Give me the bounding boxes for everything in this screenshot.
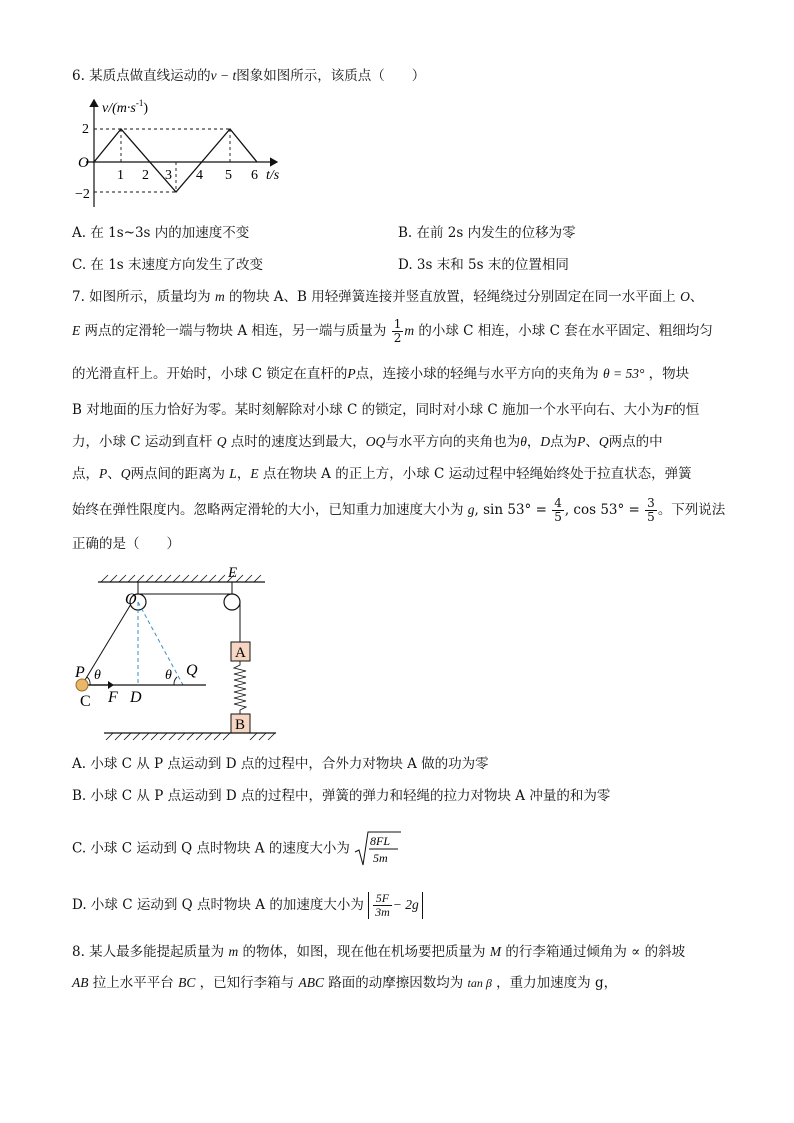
svg-text:θ: θ (165, 668, 172, 683)
q6-option-a: A. 在 1s~3s 内的加速度不变 (72, 225, 250, 241)
q7-option-b: B. 小球 C 从 P 点运动到 D 点的过程中，弹簧的弹力和轻绳的拉力对物块 A 冲量的和为零 (72, 788, 611, 804)
svg-text:8FL: 8FL (370, 834, 391, 848)
x-tick-3: 3 (165, 168, 172, 183)
q7-figure (68, 560, 288, 740)
q6-option-c: C. 在 1s 末速度方向发生了改变 (72, 257, 264, 273)
rope-to-ball (82, 604, 131, 685)
x-tick-5: 5 (225, 168, 232, 183)
x-tick-6: 6 (251, 168, 258, 183)
q7-option-c: C. 小球 C 运动到 Q 点时物块 A 的速度大小为 8FL 5m (72, 830, 402, 868)
svg-text:D: D (130, 689, 142, 706)
svg-text:E: E (228, 565, 238, 581)
x-axis-label: t/s (266, 168, 280, 183)
svg-text:B: B (235, 717, 246, 733)
q7-line-7: 始终在弹性限度内。忽略两定滑轮的大小，已知重力加速度大小为 g, sin 53° = $\frac{4}{5}$ , cos 53° = $\frac{3}{5}$ 。下列说法 (72, 496, 726, 524)
q7-line-8: 正确的是（ ） (72, 536, 180, 552)
abs-expression: $\frac{5F}{3m}$ − 2g (368, 892, 423, 919)
spring (234, 661, 246, 714)
q7-option-a: A. 小球 C 从 P 点运动到 D 点的过程中，合外力对物块 A 做的功为零 (72, 756, 489, 772)
y-tick-2: 2 (82, 122, 89, 137)
svg-text:P: P (75, 664, 85, 681)
y-tick-neg2: −2 (75, 187, 90, 202)
q7-line-1: 7. 如图所示，质量均为 m 的物块 A、B 用轻弹簧连接并竖直放置，轻绳绕过分别固定在同一水平面上 O、 (72, 289, 704, 305)
x-tick-2: 2 (142, 168, 149, 183)
q8-line-2: AB 拉上水平平台 BC ，已知行李箱与 ABC 路面的动摩擦因数均为 tan β ，重力加速度为 g， (72, 975, 618, 991)
q7-option-d: D. 小球 C 运动到 Q 点时物块 A 的加速度大小为 $\frac{5F}{3m}$ − 2g (72, 892, 423, 919)
svg-text:O: O (125, 591, 137, 608)
q6-vt-graph (72, 92, 292, 212)
svg-text:C: C (80, 693, 91, 710)
q7-line-4: B 对地面的压力恰好为零。某时刻解除对小球 C 的锁定，同时对小球 C 施加一个水平向右、大小为F的恒 (72, 402, 700, 418)
svg-text:A: A (235, 645, 246, 661)
svg-text:θ: θ (94, 668, 101, 683)
y-axis-label: $v/(m\cdot s^{-1})$ (102, 98, 148, 116)
fraction-cos: $\frac{3}{5}$ (647, 496, 655, 524)
x-tick-4: 4 (196, 168, 203, 183)
fraction-half: $\frac{1}{2}$ (393, 317, 402, 345)
q7-line-2: E 两点的定滑轮一端与物块 A 相连，另一端与质量为 $\frac{1}{2}$ m 的小球 C 相连，小球 C 套在水平固定、粗细均匀 (72, 317, 713, 345)
q8-line-1: 8. 某人最多能提起质量为 m 的物体，如图，现在他在机场要把质量为 M 的行李箱通过倾角为 ∝ 的斜坡 (72, 944, 686, 960)
q7-line-3: 的光滑直杆上。开始时，小球 C 锁定在直杆的P点，连接小球的轻绳与水平方向的夹角为 θ = 53° ，物块 (72, 366, 690, 382)
svg-text:Q: Q (186, 662, 198, 679)
q7-line-6: 点，P、Q两点间的距离为 L，E 点在物块 A 的正上方，小球 C 运动过程中轻绳始终处于拉直状态，弹簧 (72, 466, 692, 482)
sqrt-expression (354, 830, 402, 868)
svg-text:F: F (108, 689, 118, 706)
q6-option-b: B. 在前 2s 内发生的位移为零 (398, 225, 576, 241)
q6-option-d: D. 3s 末和 5s 末的位置相同 (398, 257, 569, 273)
q7-line-5: 力，小球 C 运动到直杆 Q 点时的速度达到最大，OQ与水平方向的夹角也为θ，D点为P、Q两点的中 (72, 434, 663, 450)
q6-stem: 6. 某质点做直线运动的v − t图象如图所示，该质点（ ） (72, 68, 426, 84)
x-tick-1: 1 (117, 168, 124, 183)
fraction-sin: $\frac{4}{5}$ (554, 496, 562, 524)
pulley-e (224, 594, 240, 610)
origin-label: O (78, 155, 89, 171)
svg-text:5m: 5m (373, 851, 388, 865)
